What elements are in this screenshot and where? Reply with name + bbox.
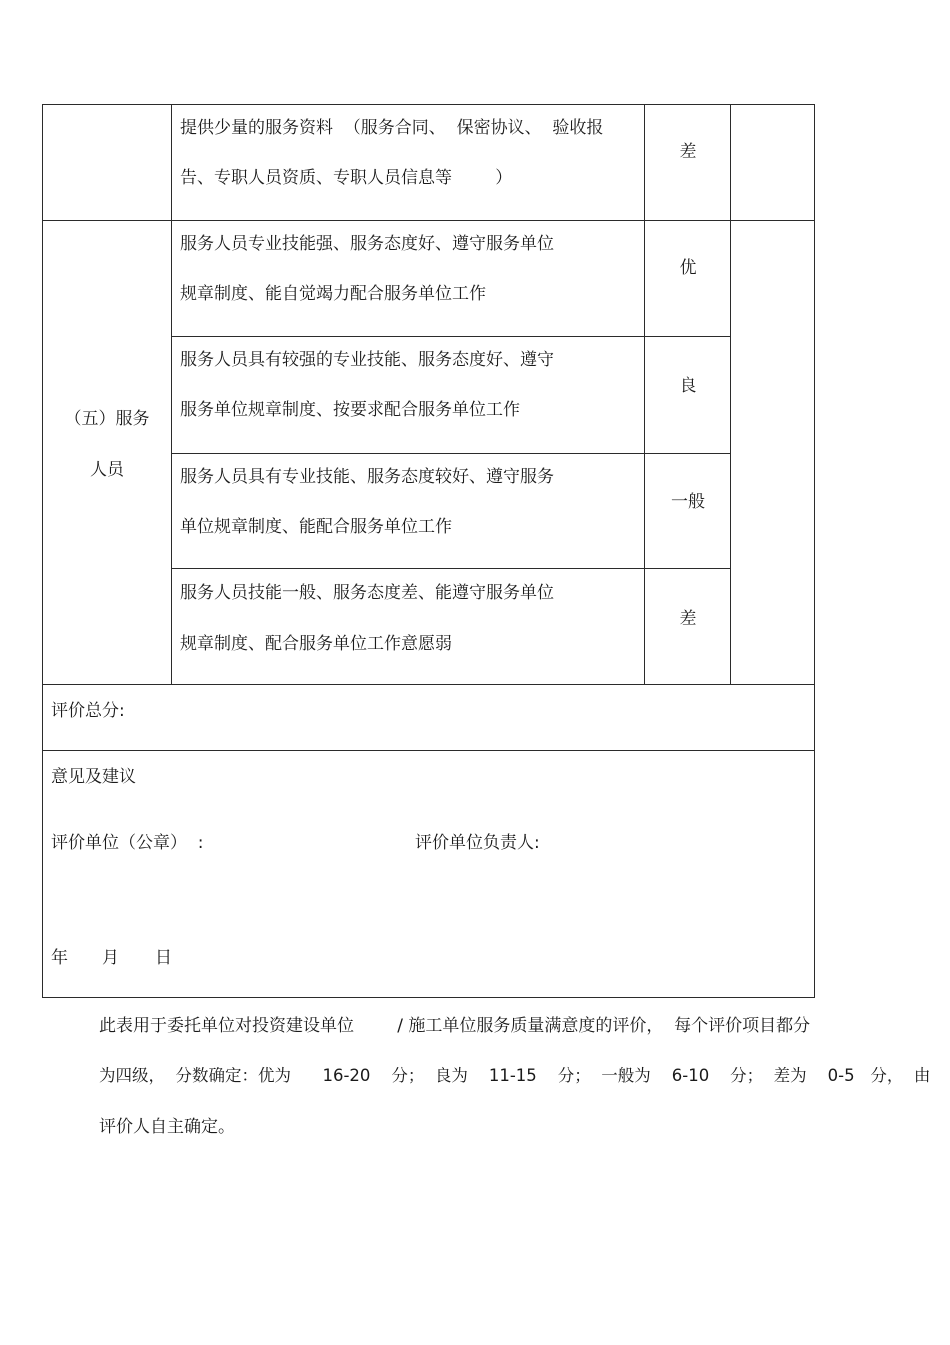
footnote-line: 此表用于委托单位对投资建设单位 / 施工单位服务质量满意度的评价， 每个评价项目都分	[99, 1016, 811, 1036]
date-month-label: 月	[102, 948, 119, 968]
footnote-line: 评价人自主确定。	[99, 1117, 235, 1137]
table-border-top	[42, 104, 815, 105]
table-border-right	[814, 104, 815, 998]
date-day-label: 日	[155, 948, 172, 968]
total-score-label: 评价总分:	[51, 701, 125, 721]
date-year-label: 年	[51, 948, 68, 968]
criteria-text: 服务单位规章制度、按要求配合服务单位工作	[180, 400, 520, 420]
row-divider	[42, 684, 815, 685]
row-divider	[172, 453, 731, 454]
criteria-text: 告、专职人员资质、专职人员信息等 ）	[180, 168, 513, 188]
row-divider	[172, 568, 731, 569]
category-label: （五）服务	[64, 409, 150, 429]
criteria-text: 提供少量的服务资料 （服务合同、 保密协议、 验收报	[180, 118, 604, 138]
grade-label: 差	[679, 142, 697, 162]
grade-label: 差	[679, 609, 697, 629]
table-border-left	[42, 104, 43, 998]
grade-label: 良	[679, 376, 697, 396]
footnote-line: 为四级， 分数确定：优为 16-20 分； 良为 11-15 分； 一般为 6-10 分； 差为 0-5 分， 由	[99, 1066, 931, 1085]
category-label: 人员	[90, 460, 124, 480]
criteria-text: 服务人员具有专业技能、服务态度较好、遵守服务	[180, 467, 554, 487]
criteria-text: 服务人员具有较强的专业技能、服务态度好、遵守	[180, 350, 554, 370]
row-divider	[42, 750, 815, 751]
criteria-text: 服务人员技能一般、服务态度差、能遵守服务单位	[180, 583, 554, 603]
grade-label: 优	[679, 258, 697, 278]
row-divider	[172, 336, 731, 337]
criteria-text: 规章制度、配合服务单位工作意愿弱	[180, 634, 452, 654]
criteria-text: 单位规章制度、能配合服务单位工作	[180, 517, 452, 537]
unit-head-label: 评价单位负责人:	[415, 833, 540, 853]
criteria-text: 规章制度、能自觉竭力配合服务单位工作	[180, 284, 486, 304]
grade-label: 一般	[671, 492, 705, 512]
opinion-title: 意见及建议	[51, 767, 136, 787]
table-border-bottom	[42, 997, 815, 998]
criteria-text: 服务人员专业技能强、服务态度好、遵守服务单位	[180, 234, 554, 254]
unit-seal-label: 评价单位（公章） :	[51, 833, 204, 853]
column-divider	[171, 104, 172, 685]
row-divider	[42, 220, 815, 221]
